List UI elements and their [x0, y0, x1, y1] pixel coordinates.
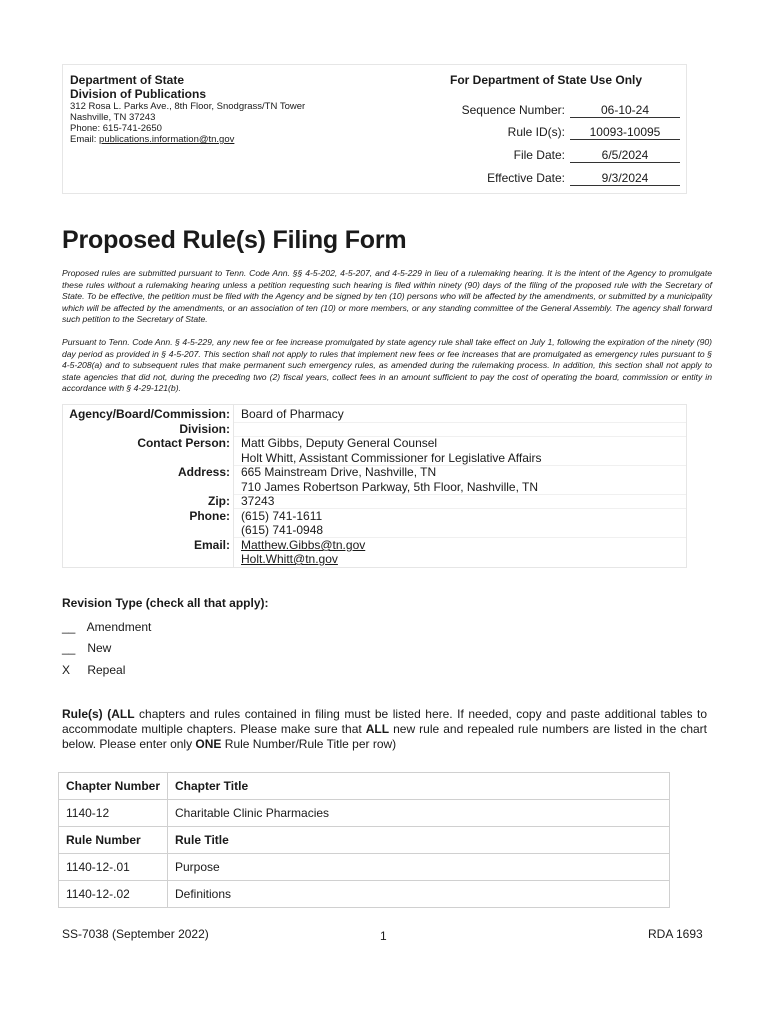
intro-paragraph: Proposed rules are submitted pursuant to Tenn. Code Ann. §§ 4-5-202, 4-5-207, and 4-5-229 in lieu of a rulemaking hearing. It is the intent of the Agency to promulgate these rules without a rulemaking hearing unless a petition requesting such hearing is filed within ninety (90) days of the filing of the proposed rule with the Secretary of State. To be effective, the petition must be filed with the Agency and be signed by ten (10) persons who will be affected by the amendments, or submitted by a municipality which will be affected by the amendments, or an association of ten (10) or more members, or any standing committee of the General Assembly. The agency shall forward such petition to the Secretary of State.: [62, 268, 712, 324]
agency-value[interactable]: Board of Pharmacy: [241, 407, 344, 421]
rda-number: RDA 1693: [648, 927, 703, 941]
form-id: SS-7038 (September 2022): [62, 927, 209, 941]
department-email-link[interactable]: publications.information@tn.gov: [99, 134, 235, 145]
file-date-row: [440, 148, 685, 164]
contact-row-divider: [234, 422, 686, 423]
zip-value[interactable]: 37243: [241, 494, 275, 508]
table-row: [59, 827, 670, 854]
email-link-2[interactable]: Holt.Whitt@tn.gov: [241, 552, 338, 566]
revision-option-new[interactable]: [62, 641, 111, 655]
address-1[interactable]: 665 Mainstream Drive, Nashville, TN: [241, 465, 437, 479]
revision-checkmark[interactable]: X: [62, 663, 71, 677]
rule-number-cell[interactable]: 1140-12-.01: [59, 854, 168, 881]
chapter-title-cell[interactable]: Charitable Clinic Pharmacies: [168, 800, 670, 827]
chapter-number-header: Chapter Number: [59, 773, 168, 800]
address-2[interactable]: 710 James Robertson Parkway, 5th Floor, Nashville, TN: [241, 480, 539, 494]
zip-label: Zip:: [208, 494, 230, 508]
revision-option-amendment[interactable]: [62, 620, 151, 634]
revision-option-repeal[interactable]: [62, 663, 125, 677]
department-address: 312 Rosa L. Parks Ave., 8th Floor, Snodgrass/TN Tower: [70, 101, 306, 112]
table-row: [59, 800, 670, 827]
page-number: 1: [380, 929, 387, 943]
email-label: Email:: [193, 538, 230, 552]
department-name: Department of State: [70, 73, 185, 87]
rules-all-2: ALL: [365, 722, 390, 736]
rule-table: [58, 772, 670, 908]
sequence-value: 06-10-24: [570, 103, 680, 118]
revision-label: Amendment: [86, 620, 152, 634]
contact-person-2[interactable]: Holt Whitt, Assistant Commissioner for Legislative Affairs: [241, 451, 542, 465]
rule-title-cell[interactable]: Definitions: [168, 881, 670, 908]
division-name: Division of Publications: [70, 87, 207, 101]
rule-number-header: Rule Number: [59, 827, 168, 854]
sequence-label: Sequence Number:: [461, 103, 565, 117]
rules-lead: Rule(s) (: [62, 707, 112, 721]
department-email-label: Email:: [70, 134, 97, 145]
rules-text-2: new rule and repealed rule numbers are listed in the chart below. Please enter only: [62, 722, 707, 751]
contact-person-1[interactable]: Matt Gibbs, Deputy General Counsel: [241, 436, 438, 450]
department-info: [70, 73, 370, 145]
rule-id-label: Rule ID(s):: [507, 125, 565, 139]
address-label: Address:: [177, 465, 230, 479]
revision-type-heading: Revision Type (check all that apply):: [62, 596, 269, 610]
rules-all-1: ALL: [111, 707, 135, 721]
file-date-value: 6/5/2024: [570, 148, 680, 163]
rule-id-value: 10093-10095: [570, 125, 680, 140]
revision-label: New: [87, 641, 112, 655]
contact-row-divider: [234, 494, 686, 495]
agency-label: Agency/Board/Commission:: [69, 407, 230, 421]
rules-text-3: Rule Number/Rule Title per row): [221, 737, 397, 751]
sequence-row: [440, 103, 685, 119]
revision-checkmark[interactable]: __: [62, 641, 76, 655]
revision-label: Repeal: [87, 663, 126, 677]
phone-label: Phone:: [189, 509, 230, 523]
department-email-row: [70, 134, 370, 145]
revision-checkmark[interactable]: __: [62, 620, 76, 634]
fee-paragraph: Pursuant to Tenn. Code Ann. § 4-5-229, any new fee or fee increase promulgated by state agency rule shall take effect on July 1, following the expiration of the ninety (90) day period as provided in § 4-5-207. This section shall not apply to rules that implement new fees or fee increases that are promulgated as emergency rules pursuant to § 4-5-208(a) and to subsequent rules that make permanent such emergency rules, as amended during the rulemaking process. In addition, this section shall not apply to state agencies that did not, during the preceding two (2) fiscal years, collect fees in an amount sufficient to pay the cost of operating the board, commission or entity in accordance with § 4-29-121(b).: [62, 337, 712, 393]
rule-number-cell[interactable]: 1140-12-.02: [59, 881, 168, 908]
phone-2[interactable]: (615) 741-0948: [241, 523, 324, 537]
page-title: Proposed Rule(s) Filing Form: [62, 226, 407, 254]
rule-title-cell[interactable]: Purpose: [168, 854, 670, 881]
table-row: [59, 881, 670, 908]
department-city: Nashville, TN 37243: [70, 112, 156, 123]
effective-date-row: [440, 171, 685, 187]
rule-id-row: [440, 125, 685, 141]
phone-1[interactable]: (615) 741-1611: [241, 509, 323, 523]
effective-date-value: 9/3/2024: [570, 171, 680, 186]
rules-instructions: [62, 707, 707, 752]
chapter-title-header: Chapter Title: [168, 773, 670, 800]
table-row: [59, 854, 670, 881]
rules-one: ONE: [195, 737, 222, 751]
table-row: [59, 773, 670, 800]
rule-title-header: Rule Title: [168, 827, 670, 854]
effective-date-label: Effective Date:: [487, 171, 565, 185]
email-link-1[interactable]: Matthew.Gibbs@tn.gov: [241, 538, 366, 552]
chapter-number-cell[interactable]: 1140-12: [59, 800, 168, 827]
state-use-heading: For Department of State Use Only: [450, 73, 643, 87]
rules-text-1: chapters and rules contained in filing must be listed here. If needed, copy and paste additional tables to accommodate multiple chapters. Please make sure that: [62, 707, 708, 736]
division-label: Division:: [179, 422, 230, 436]
contact-person-label: Contact Person:: [137, 436, 230, 450]
department-phone: Phone: 615-741-2650: [70, 123, 162, 134]
contact-table-divider: [233, 404, 234, 568]
file-date-label: File Date:: [513, 148, 565, 162]
